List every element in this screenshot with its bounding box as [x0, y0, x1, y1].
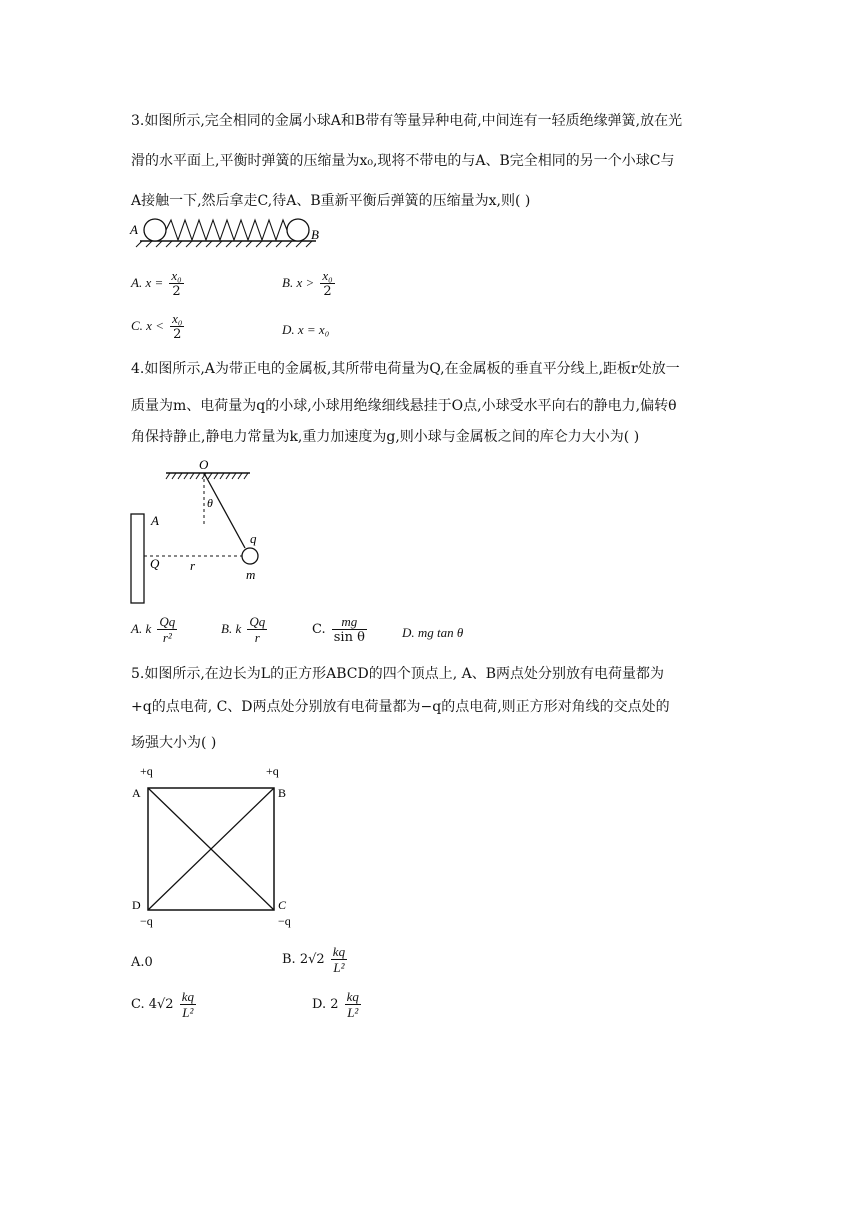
fig-label-d: D: [132, 898, 141, 912]
q5-option-b-prefix: B. 2√2: [282, 952, 325, 967]
q5-option-b-num: kq: [332, 944, 346, 959]
q5-option-d: [312, 989, 363, 1020]
q5-option-c-num: kq: [181, 989, 194, 1004]
q3-option-c-den: 2: [173, 327, 182, 342]
q5-option-c-prefix: C. 4√2: [131, 997, 174, 1012]
q3-option-b-num: x₀: [322, 268, 333, 283]
q4-option-b-num: Qq: [249, 614, 266, 629]
q4-option-a-num: Qq: [159, 614, 176, 629]
q3-option-a: [131, 268, 186, 299]
fig-label-plus-q-b: +q: [266, 764, 279, 778]
q5-square-figure: [128, 758, 298, 930]
q3-option-c-num: x₀: [172, 311, 183, 326]
q5-option-d-prefix: D. 2: [312, 997, 339, 1012]
fig-label-b: B: [311, 227, 319, 242]
fig-label-plus-q-a: +q: [140, 764, 153, 778]
q5-option-c: [131, 989, 198, 1020]
q5-option-d-num: kq: [346, 989, 359, 1004]
metal-plate: [131, 514, 144, 603]
fig-label-a: A: [151, 513, 159, 528]
fig-label-theta: θ: [207, 496, 213, 510]
q4-option-c-den: sin θ: [333, 630, 365, 645]
q4-option-b: [221, 614, 269, 645]
q5-text-line-1: 5.如图所示,在边长为L的正方形ABCD的四个顶点上, A、B两点处分别放有电荷量都为: [131, 666, 664, 682]
q5-option-c-den: L²: [182, 1005, 194, 1020]
q3-option-b: [282, 268, 337, 299]
q3-text-line-2: 滑的水平面上,平衡时弹簧的压缩量为x₀,现将不带电的与A、B完全相同的另一个小球C与: [131, 153, 675, 169]
spring: [166, 220, 287, 240]
q3-option-a-prefix: A. x =: [131, 275, 164, 290]
q5-option-d-den: L²: [347, 1005, 359, 1020]
fig-label-a: A: [132, 786, 141, 800]
q3-spring-figure: [128, 214, 328, 248]
q4-option-c-num: mg: [332, 614, 367, 630]
q4-text-line-3: 角保持静止,静电力常量为k,重力加速度为g,则小球与金属板之间的库仑力大小为( ): [131, 429, 640, 445]
fig-label-m: m: [246, 567, 256, 582]
q3-option-a-den: 2: [172, 284, 181, 299]
fig-label-a: A: [130, 222, 138, 237]
q5-option-a: A.0: [131, 955, 153, 970]
q4-text-line-1: 4.如图所示,A为带正电的金属板,其所带电荷量为Q,在金属板的垂直平分线上,距板r处放一: [131, 361, 680, 377]
q4-option-a: [131, 614, 179, 645]
fig-label-small-q: q: [250, 531, 257, 546]
fig-label-o: O: [199, 457, 209, 472]
pendulum-ball: [242, 548, 258, 564]
q3-option-a-num: x₀: [171, 268, 182, 283]
q3-option-c: [131, 311, 186, 342]
fig-label-b: B: [278, 786, 287, 800]
fig-label-minus-q-d: −q: [140, 914, 153, 928]
ball-a: [144, 219, 166, 241]
q4-option-a-den: r²: [162, 630, 172, 645]
ball-b: [287, 219, 309, 241]
q4-option-b-prefix: B. k: [221, 621, 242, 636]
q4-option-d: D. mg tan θ: [402, 625, 464, 640]
fig-label-c: C: [278, 898, 287, 912]
q4-option-c: [312, 614, 369, 645]
thread: [204, 473, 245, 548]
q4-option-b-den: r: [254, 630, 260, 645]
fig-label-minus-q-c: −q: [278, 914, 291, 928]
q3-option-b-prefix: B. x >: [282, 275, 315, 290]
q4-option-a-prefix: A. k: [131, 621, 152, 636]
q3-text-line-3: A接触一下,然后拿走C,待A、B重新平衡后弹簧的压缩量为x,则( ): [131, 193, 531, 209]
q5-option-b-den: L²: [333, 960, 345, 975]
q3-text-line-1: 3.如图所示,完全相同的金属小球A和B带有等量异种电荷,中间连有一轻质绝缘弹簧,放在光: [131, 113, 683, 129]
fig-label-r: r: [190, 558, 196, 573]
fig-label-charge-q: Q: [150, 556, 160, 571]
q5-option-b: [282, 944, 349, 975]
q4-option-c-prefix: C.: [312, 622, 326, 637]
q4-pendulum-figure: [126, 455, 276, 605]
q5-text-line-3: 场强大小为( ): [131, 735, 217, 751]
q3-option-c-prefix: C. x <: [131, 318, 164, 333]
q3-option-b-den: 2: [323, 284, 332, 299]
q5-text-line-2: +q的点电荷, C、D两点处分别放有电荷量都为−q的点电荷,则正方形对角线的交点处的: [131, 699, 670, 715]
q3-option-d: D. x = x₀: [282, 322, 330, 337]
q4-text-line-2: 质量为m、电荷量为q的小球,小球用绝缘细线悬挂于O点,小球受水平向右的静电力,偏转θ: [131, 398, 677, 414]
